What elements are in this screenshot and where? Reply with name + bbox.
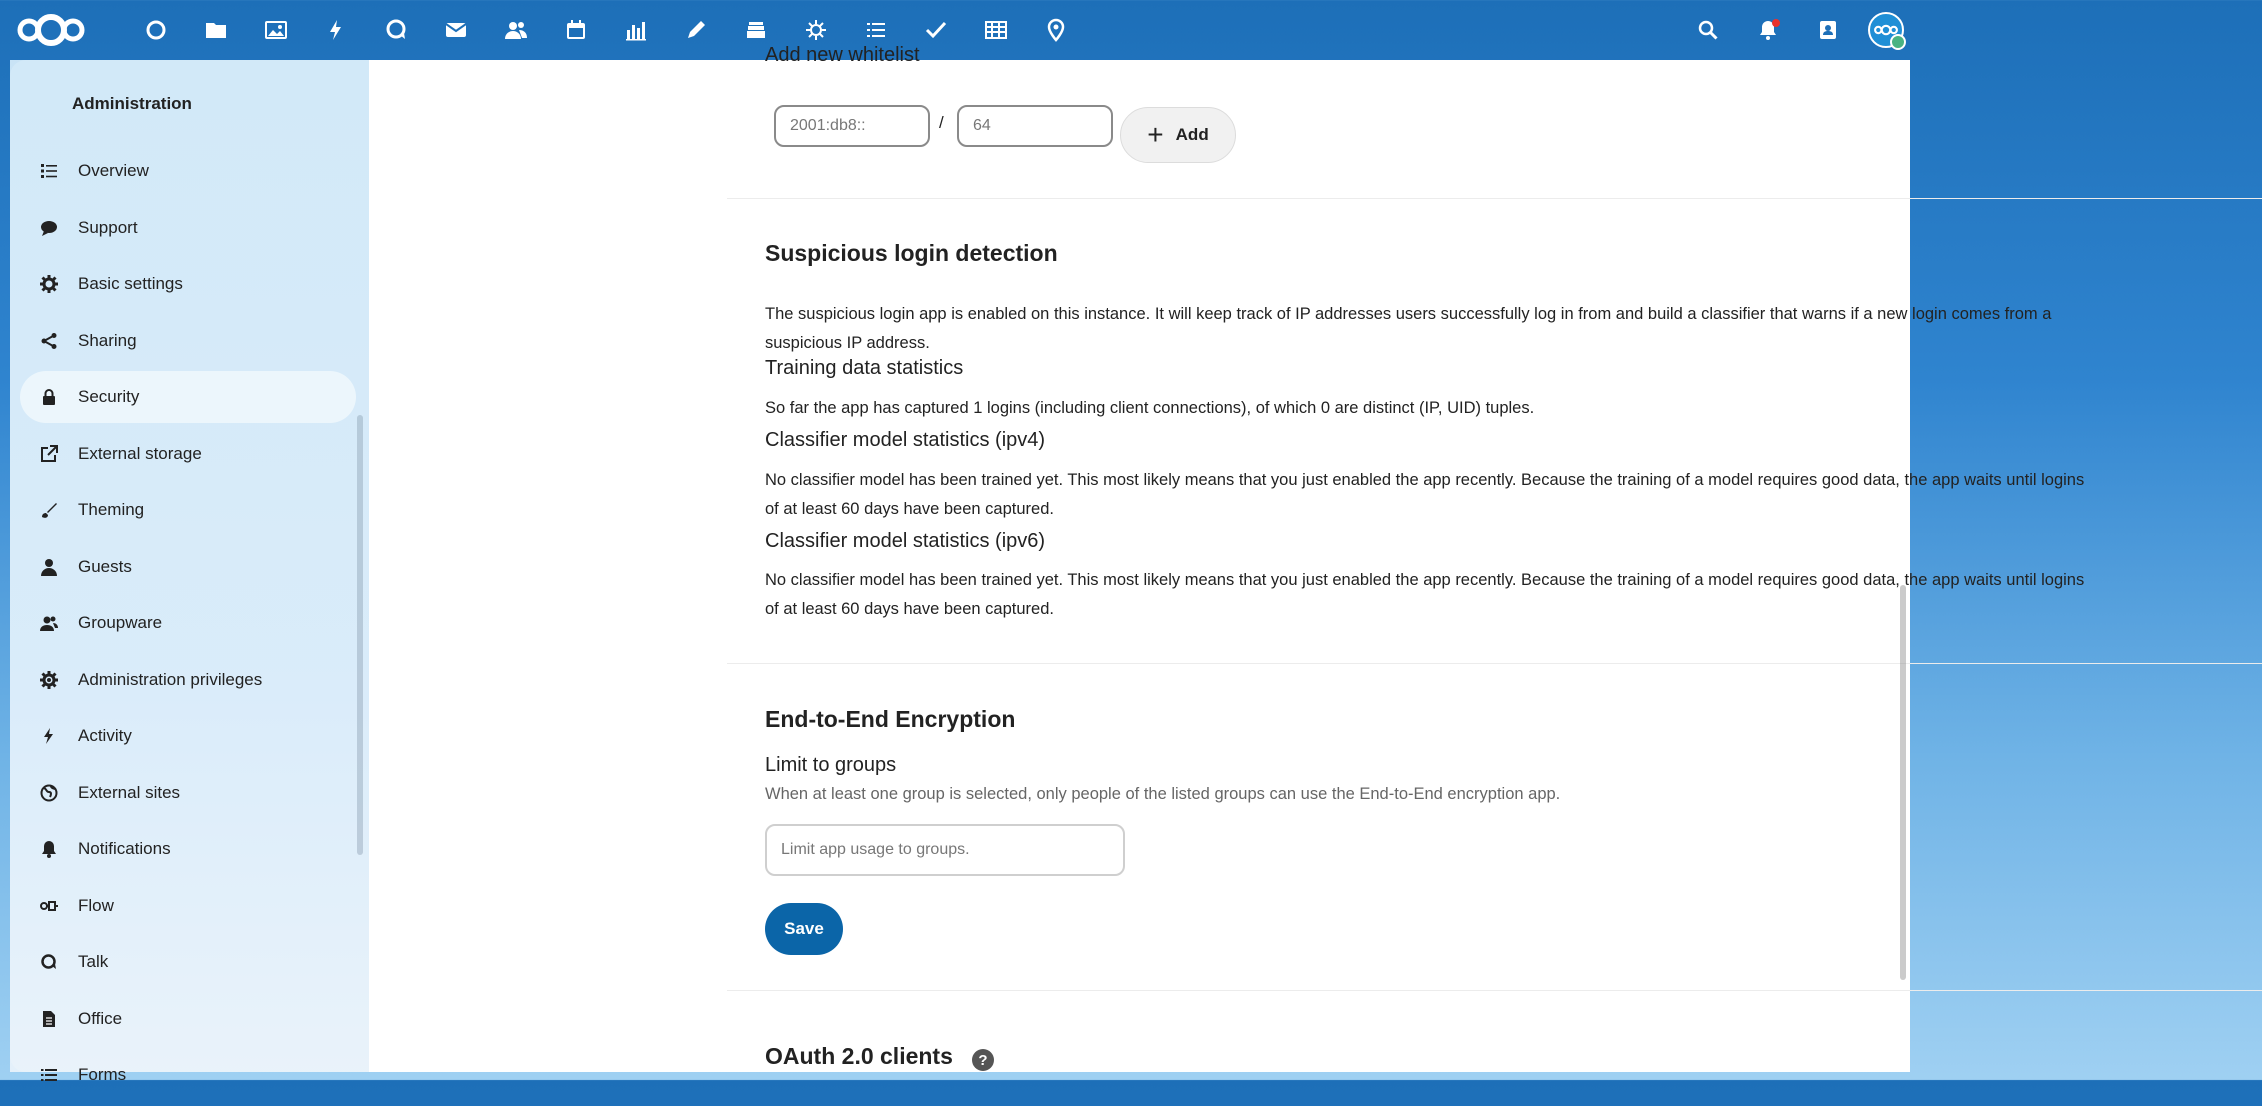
contacts-icon[interactable] [486,0,546,60]
sidebar-item-label: Activity [78,726,132,745]
user-icon [40,558,58,576]
sidebar-item-sharing[interactable] [20,315,356,367]
section-divider [727,198,2262,199]
photos-icon[interactable] [246,0,306,60]
ipv4-heading: Classifier model statistics (ipv4) [765,429,1046,451]
whitelist-ip-input[interactable] [774,105,930,147]
online-status-dot [1890,34,1906,50]
sidebar-item-external-sites[interactable] [20,767,356,819]
notes-icon[interactable] [666,0,726,60]
sidebar-item-external-storage[interactable] [20,428,356,480]
ipv4-text-line1: No classifier model has been trained yet. This most likely means that you just enabled the app recently. Because the training of a model requires good data, the app waits until logins [765,471,2085,489]
tables-icon[interactable] [966,0,1026,60]
add-whitelist-button[interactable] [1120,107,1236,163]
maps-icon[interactable] [1026,0,1086,60]
suspicious-intro-line2: suspicious IP address. [765,334,930,352]
sidebar-item-label: Theming [78,500,145,519]
ipv4-text [765,466,2215,524]
sidebar-item-office[interactable] [20,993,356,1045]
sidebar-item-support[interactable] [20,202,356,254]
add-whitelist-label: Add [1175,125,1209,144]
whitelist-ip-placeholder: 2001:db8:: [790,117,866,134]
sidebar-title: Administration [72,94,192,113]
dashboard-icon[interactable] [126,0,186,60]
oauth-heading: OAuth 2.0 clients [765,1043,953,1069]
sidebar-nav [20,145,356,1106]
e2e-heading: End-to-End Encryption [765,706,1016,732]
save-button[interactable]: Save [765,903,843,955]
settings-content [369,44,2085,1072]
training-data-text: So far the app has captured 1 logins (including client connections), of which 0 are distinct (IP, UID) tuples. [765,399,1535,417]
ipv6-heading: Classifier model statistics (ipv6) [765,530,1046,552]
app-window [10,44,2085,1084]
sidebar-item-label: Administration privileges [78,669,263,689]
globe-icon [40,784,58,802]
paint-brush-icon [40,501,58,519]
sidebar-item-label: Talk [78,952,109,971]
suspicious-intro-line1: The suspicious login app is enabled on this instance. It will keep track of IP addresses users successfully log in from and build a classifier that warns if a new login comes from a [765,305,2052,323]
sidebar-item-basic-settings[interactable] [20,258,356,310]
document-icon [40,1010,58,1028]
bell-icon [40,840,58,858]
sidebar-item-label: Guests [78,556,132,576]
top-bar [0,0,1920,60]
sidebar-item-notifications[interactable] [20,823,356,875]
notifications-icon[interactable] [1738,0,1798,60]
sidebar-item-guests[interactable] [20,541,356,593]
gear-shield-icon [40,671,58,689]
whitelist-heading: Add new whitelist [765,44,920,66]
sidebar-item-label: Support [78,217,138,237]
sidebar-item-label: External sites [78,782,181,802]
flow-icon [40,897,58,915]
suspicious-intro-text [765,300,2215,358]
section-divider [727,663,2262,664]
analytics-icon[interactable] [606,0,666,60]
sidebar-item-groupware[interactable] [20,597,356,649]
sidebar-item-label: Basic settings [78,274,183,293]
sidebar-item-label: Overview [78,161,149,180]
limit-groups-placeholder: Limit app usage to groups. [781,841,970,858]
search-icon[interactable] [1678,0,1738,60]
suspicious-login-heading: Suspicious login detection [765,240,1058,266]
whitelist-separator: / [939,113,944,132]
app-menu [126,0,1086,60]
share-icon [40,332,58,350]
mail-icon[interactable] [426,0,486,60]
contacts-menu-icon[interactable] [1798,0,1858,60]
sidebar-item-administration-privileges[interactable] [20,654,356,706]
whitelist-mask-placeholder: 64 [973,117,991,134]
limit-groups-description: When at least one group is selected, only people of the listed groups can use the End-to-End encryption app. [765,785,1561,803]
sidebar-scrollbar[interactable] [357,415,363,855]
ipv6-text-line1: No classifier model has been trained yet. This most likely means that you just enabled the app recently. Because the training of a model requires good data, the app waits until logins [765,571,2085,589]
training-data-heading: Training data statistics [765,357,964,379]
sidebar-item-talk[interactable] [20,936,356,988]
plus-icon: + [1147,119,1164,150]
external-link-icon [40,445,58,463]
lightning-icon [40,727,58,745]
admin-sidebar [10,60,369,1084]
limit-groups-heading: Limit to groups [765,754,897,776]
whitelist-mask-input[interactable] [957,105,1113,147]
speech-bubble-icon [40,219,58,237]
calendar-icon[interactable] [546,0,606,60]
talk-icon[interactable] [366,0,426,60]
notification-dot [1772,19,1780,27]
activity-icon[interactable] [306,0,366,60]
section-divider [727,990,2262,991]
sidebar-item-label: Forms [78,1065,127,1084]
nextcloud-logo[interactable] [14,0,94,60]
sidebar-item-label: External storage [78,443,202,463]
sidebar-item-label: Notifications [78,839,171,858]
ipv6-text-line2: of at least 60 days have been captured. [765,600,1054,618]
sidebar-item-overview[interactable] [20,145,356,197]
lock-icon [40,388,58,406]
sidebar-item-theming[interactable] [20,484,356,536]
sidebar-item-flow[interactable] [20,880,356,932]
forms-icon [40,1066,58,1084]
sidebar-item-security[interactable] [20,371,356,423]
sidebar-item-label: Office [78,1008,123,1028]
content-scrollbar[interactable] [1900,585,1906,980]
group-icon [40,614,58,632]
sidebar-item-label: Groupware [78,613,163,632]
gear-icon [40,275,58,293]
sidebar-item-label: Sharing [78,330,137,350]
talk-icon [40,953,58,971]
limit-groups-input[interactable] [765,824,1125,876]
help-icon[interactable]: ? [972,1049,994,1071]
list-icon [40,162,58,180]
header-right [1678,0,1920,60]
user-avatar[interactable] [1868,12,1904,48]
sidebar-item-activity[interactable] [20,710,356,762]
ipv4-text-line2: of at least 60 days have been captured. [765,500,1054,518]
sidebar-item-forms[interactable] [20,1049,356,1101]
sidebar-item-label: Security [78,387,140,406]
sidebar-item-label: Flow [78,895,114,915]
ipv6-text [765,566,2215,624]
files-icon[interactable] [186,0,246,60]
